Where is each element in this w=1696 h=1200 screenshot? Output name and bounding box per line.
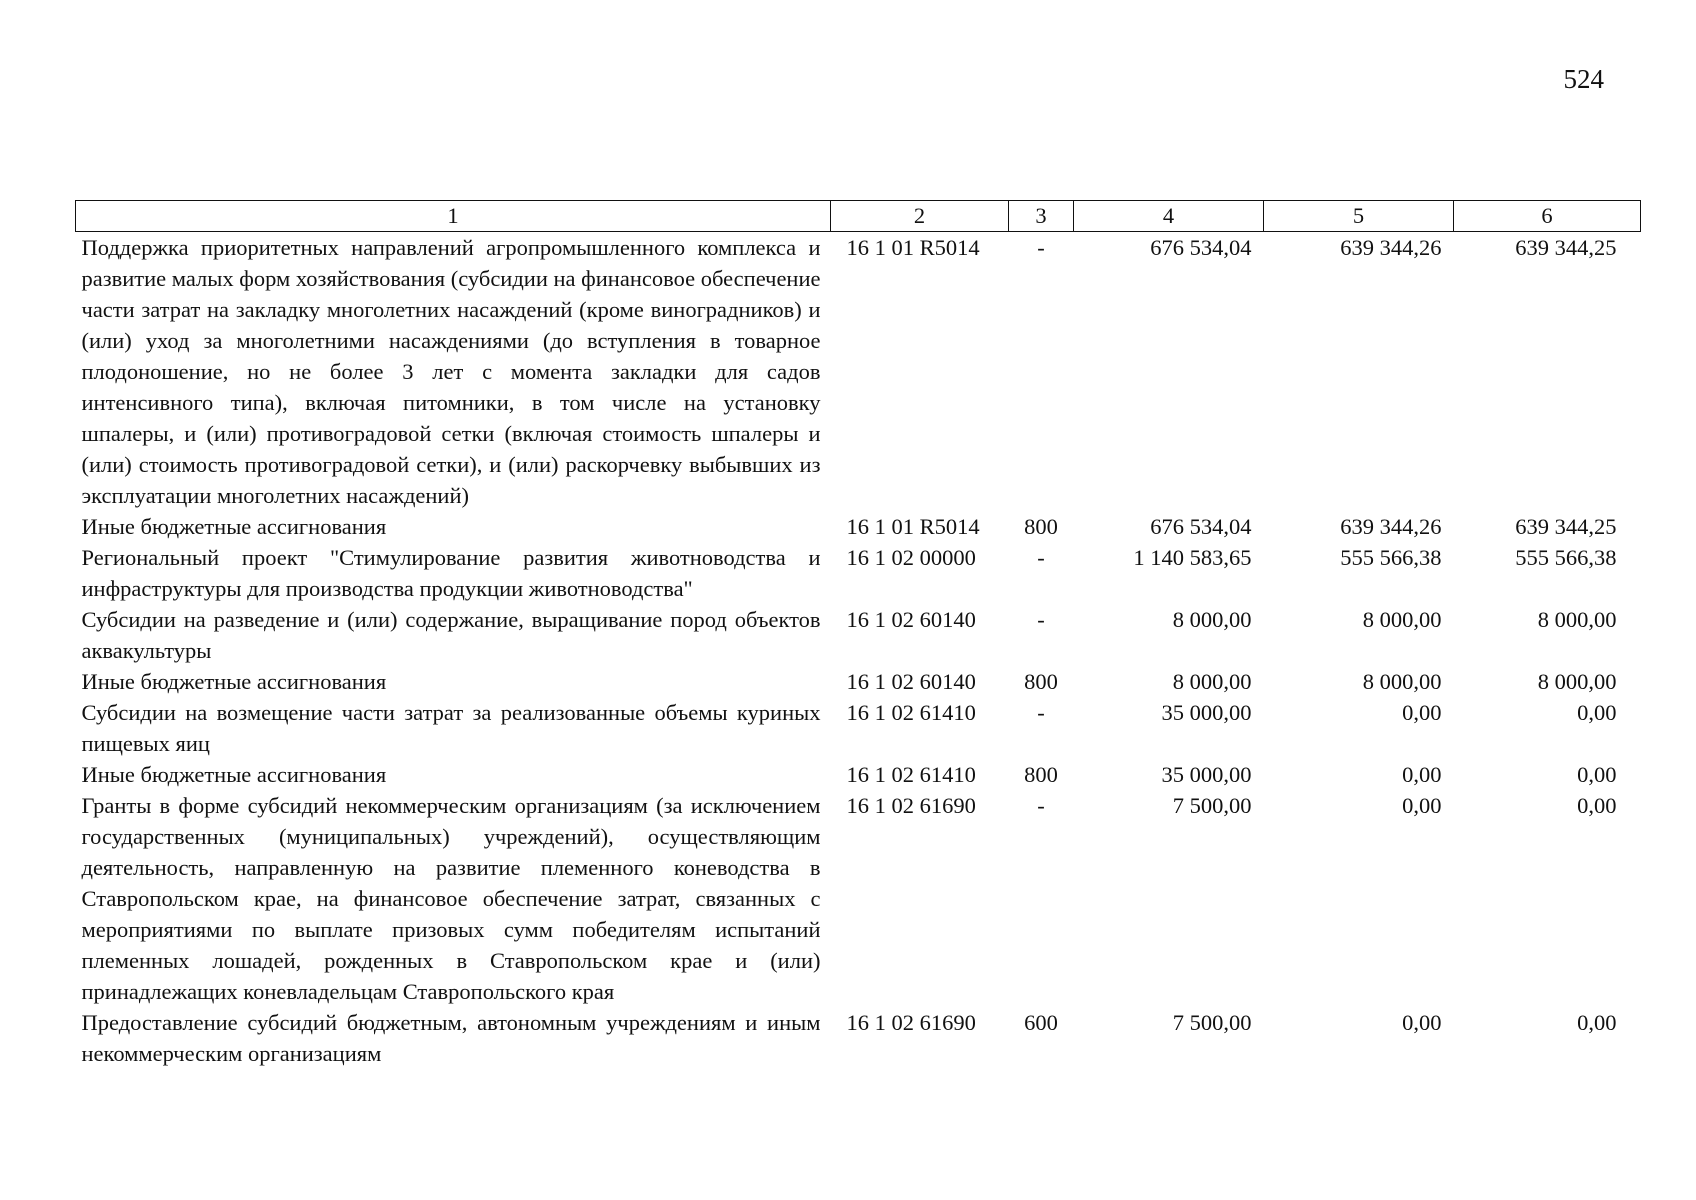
row-value-3: 0,00 (1577, 700, 1617, 725)
row-kind: 800 (1024, 514, 1058, 539)
table-row (76, 511, 1641, 542)
table-row (76, 697, 1641, 759)
row-code: 16 1 02 60140 (846, 607, 976, 632)
row-value-3: 639 344,25 (1515, 235, 1617, 260)
row-value-3: 0,00 (1577, 1010, 1617, 1035)
row-value-1: 7 500,00 (1172, 1010, 1252, 1035)
column-header-6: 6 (1454, 201, 1641, 232)
row-name: Субсидии на возмещение части затрат за реализованные объемы куриных пищевых яиц (81, 700, 821, 756)
row-name: Иные бюджетные ассигнования (81, 514, 387, 539)
row-code: 16 1 01 R5014 (846, 235, 980, 260)
row-code: 16 1 02 60140 (846, 669, 976, 694)
table-row (76, 232, 1641, 512)
table-row (76, 759, 1641, 790)
row-code: 16 1 02 61410 (846, 762, 976, 787)
row-value-1: 7 500,00 (1172, 793, 1252, 818)
page-number: 524 (1563, 64, 1604, 94)
row-value-1: 1 140 583,65 (1133, 545, 1252, 570)
row-code: 16 1 02 61690 (846, 1010, 976, 1035)
row-name: Региональный проект "Стимулирование развития животноводства и инфраструктуры для производства продукции животноводства" (81, 545, 821, 601)
column-header-5: 5 (1264, 201, 1454, 232)
row-name: Предоставление субсидий бюджетным, автономным учреждениям и иным некоммерческим организациям (81, 1010, 821, 1066)
column-header-3: 3 (1009, 201, 1074, 232)
budget-table (75, 200, 1641, 1069)
table-row (76, 1007, 1641, 1069)
row-value-1: 676 534,04 (1150, 514, 1252, 539)
row-kind: - (1037, 545, 1045, 570)
table-row (76, 790, 1641, 1007)
row-code: 16 1 02 00000 (846, 545, 976, 570)
row-value-1: 8 000,00 (1172, 669, 1252, 694)
row-value-1: 676 534,04 (1150, 235, 1252, 260)
row-value-2: 555 566,38 (1340, 545, 1442, 570)
row-value-3: 639 344,25 (1515, 514, 1617, 539)
row-kind: 800 (1024, 762, 1058, 787)
row-name: Гранты в форме субсидий некоммерческим организациям (за исключением государственных (муниципальных) учреждений), осуществляющим деятельность, направленную на развитие племенного коневодства в Ставропольском крае, на финансовое обеспечение затрат, связанных с мероприятиями по выплате призовых сумм победителям испытаний племенных лошадей, рожденных в Ставропольском крае и (или) принадлежащих коневладельцам Ставропольского края (81, 793, 821, 1004)
row-value-1: 35 000,00 (1161, 700, 1252, 725)
row-name: Иные бюджетные ассигнования (81, 669, 387, 694)
row-value-3: 555 566,38 (1515, 545, 1617, 570)
row-code: 16 1 02 61410 (846, 700, 976, 725)
row-code: 16 1 01 R5014 (846, 514, 980, 539)
row-kind: - (1037, 793, 1045, 818)
row-kind: - (1037, 607, 1045, 632)
column-header-1: 1 (76, 201, 831, 232)
row-value-3: 8 000,00 (1537, 669, 1617, 694)
row-value-3: 0,00 (1577, 762, 1617, 787)
row-kind: - (1037, 235, 1045, 260)
row-kind: 600 (1024, 1010, 1058, 1035)
row-value-2: 0,00 (1402, 1010, 1442, 1035)
table-row (76, 666, 1641, 697)
row-name: Иные бюджетные ассигнования (81, 762, 387, 787)
row-value-2: 8 000,00 (1362, 669, 1442, 694)
row-name: Субсидии на разведение и (или) содержание, выращивание пород объектов аквакультуры (81, 607, 821, 663)
row-kind: 800 (1024, 669, 1058, 694)
row-value-2: 0,00 (1402, 700, 1442, 725)
row-value-3: 0,00 (1577, 793, 1617, 818)
column-header-4: 4 (1074, 201, 1264, 232)
row-code: 16 1 02 61690 (846, 793, 976, 818)
table-row (76, 604, 1641, 666)
row-kind: - (1037, 700, 1045, 725)
row-value-2: 0,00 (1402, 793, 1442, 818)
table-row (76, 542, 1641, 604)
row-value-3: 8 000,00 (1537, 607, 1617, 632)
row-value-1: 8 000,00 (1172, 607, 1252, 632)
row-value-2: 639 344,26 (1340, 514, 1442, 539)
row-value-2: 8 000,00 (1362, 607, 1442, 632)
table-header-row (76, 201, 1641, 232)
row-value-2: 639 344,26 (1340, 235, 1442, 260)
row-value-1: 35 000,00 (1161, 762, 1252, 787)
row-value-2: 0,00 (1402, 762, 1442, 787)
column-header-2: 2 (831, 201, 1009, 232)
row-name: Поддержка приоритетных направлений агропромышленного комплекса и развитие малых форм хозяйствования (субсидии на финансовое обеспечение части затрат на закладку многолетних насаждений (кроме виноградников) и (или) уход за многолетними насаждениями (до вступления в товарное плодоношение, но не более 3 лет с момента закладки для садов интенсивного типа), включая питомники, в том числе на установку шпалеры, и (или) противоградовой сетки (включая стоимость шпалеры и (или) стоимость противоградовой сетки), и (или) раскорчевку выбывших из эксплуатации многолетних насаждений) (81, 235, 821, 508)
